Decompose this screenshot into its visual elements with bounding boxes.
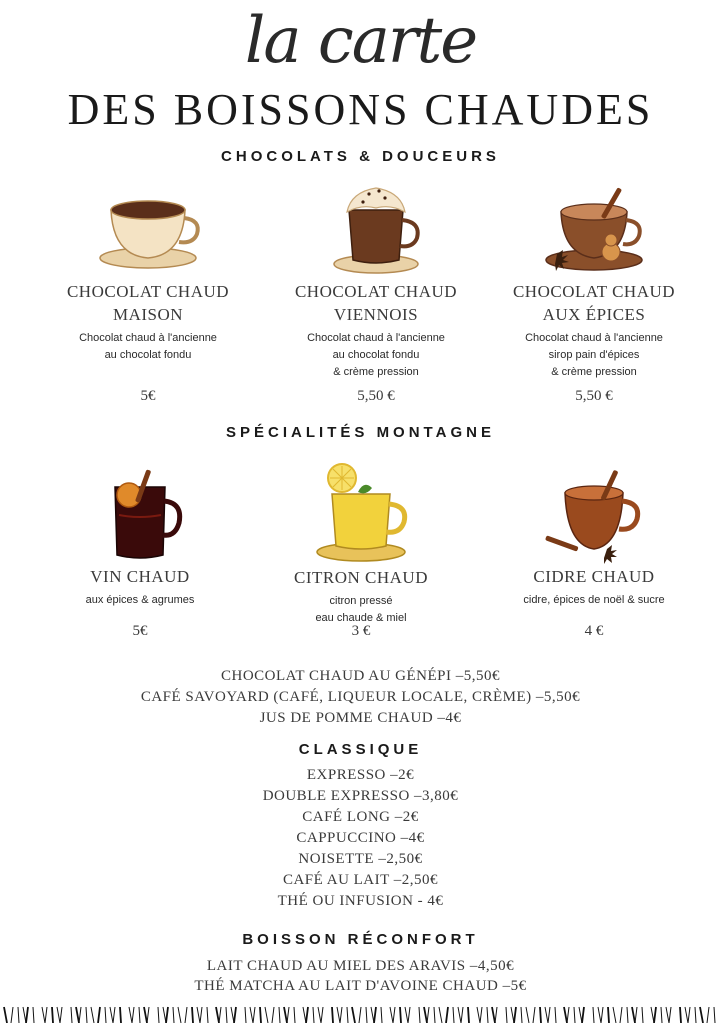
menu-line: CAFÉ SAVOYARD (CAFÉ, LIQUEUR LOCALE, CRÈME) –5,50€ xyxy=(140,689,581,705)
desc-line: eau chaude & miel xyxy=(315,612,407,624)
border-stroke xyxy=(393,1007,395,1023)
border-stroke xyxy=(250,1007,253,1023)
item-description xyxy=(479,592,709,609)
menu-item-chocolat-maison xyxy=(33,180,263,404)
border-stroke xyxy=(390,1007,393,1023)
item-price: 5€ xyxy=(132,623,148,639)
decorative-border xyxy=(0,1003,721,1023)
border-stroke xyxy=(574,1007,575,1023)
item-price: 3 € xyxy=(351,623,371,639)
border-stroke xyxy=(477,1007,480,1023)
border-stroke xyxy=(642,1007,643,1023)
border-stroke xyxy=(601,1007,603,1023)
border-stroke xyxy=(582,1007,584,1023)
border-stroke xyxy=(245,1007,246,1023)
menu-line: LAIT CHAUD AU MIEL DES ARAVIS –4,50€ xyxy=(206,958,515,974)
border-stroke xyxy=(654,1007,656,1023)
border-stroke xyxy=(57,1007,60,1023)
border-stroke xyxy=(45,1007,47,1023)
item-price: 5€ xyxy=(140,388,156,404)
section-title-montagne: SPÉCIALITÉS MONTAGNE xyxy=(226,424,495,441)
border-stroke xyxy=(147,1007,149,1023)
border-stroke xyxy=(318,1007,321,1023)
desc-line: sirop pain d'épices xyxy=(548,349,640,361)
item-price: 4 € xyxy=(584,623,604,639)
border-stroke xyxy=(685,1007,688,1023)
border-stroke xyxy=(132,1007,134,1023)
border-stroke xyxy=(620,1007,622,1023)
border-stroke xyxy=(110,1007,113,1023)
border-stroke xyxy=(555,1007,556,1023)
border-stroke xyxy=(453,1007,454,1023)
border-stroke xyxy=(495,1007,497,1023)
border-stroke xyxy=(439,1007,442,1023)
border-stroke xyxy=(635,1007,637,1023)
mulled-wine-glass-icon xyxy=(85,465,195,565)
border-stroke xyxy=(76,1007,79,1023)
desc-line: au chocolat fondu xyxy=(332,349,420,361)
item-price: 5,50 € xyxy=(575,388,613,404)
border-stroke xyxy=(506,1007,507,1023)
border-stroke xyxy=(669,1007,671,1023)
item-name: MAISON xyxy=(112,305,184,324)
border-stroke xyxy=(458,1007,461,1023)
border-stroke xyxy=(695,1007,696,1023)
border-stroke xyxy=(26,1007,28,1023)
border-stroke xyxy=(332,1007,333,1023)
item-name: VIENNOIS xyxy=(333,305,419,324)
border-stroke xyxy=(408,1007,410,1023)
desc-line: & crème pression xyxy=(551,366,637,378)
item-description xyxy=(33,330,263,364)
desc-line: Chocolat chaud à l'ancienne xyxy=(525,332,663,344)
border-stroke xyxy=(306,1007,308,1023)
border-stroke xyxy=(400,1007,401,1023)
menu-item-chocolat-epices xyxy=(479,180,709,404)
border-stroke xyxy=(4,1007,7,1023)
section-title-chocolats: CHOCOLATS & DOUCEURS xyxy=(221,148,500,165)
border-stroke xyxy=(158,1007,159,1023)
border-stroke xyxy=(337,1007,340,1023)
border-stroke xyxy=(216,1007,219,1023)
desc-line: Chocolat chaud à l'ancienne xyxy=(307,332,445,344)
border-stroke xyxy=(105,1007,106,1023)
border-stroke xyxy=(598,1007,601,1023)
border-stroke xyxy=(200,1007,202,1023)
border-stroke xyxy=(173,1007,174,1023)
border-stroke xyxy=(260,1007,261,1023)
border-stroke xyxy=(593,1007,594,1023)
border-stroke xyxy=(632,1007,635,1023)
item-name: CIDRE CHAUD xyxy=(533,567,655,586)
border-stroke xyxy=(294,1007,295,1023)
section-title-classique: CLASSIQUE xyxy=(298,741,423,758)
border-stroke xyxy=(533,1007,535,1023)
border-stroke xyxy=(352,1007,355,1023)
cup-spiced-icon xyxy=(539,180,649,280)
border-stroke xyxy=(680,1007,681,1023)
menu-item-cidre-chaud xyxy=(479,465,709,639)
border-stroke xyxy=(567,1007,569,1023)
border-stroke xyxy=(446,1007,448,1023)
border-stroke xyxy=(226,1007,227,1023)
menu-item-chocolat-viennois xyxy=(261,180,491,404)
border-stroke xyxy=(434,1007,435,1023)
menu-line: THÉ MATCHA AU LAIT D'AVOINE CHAUD –5€ xyxy=(194,978,527,994)
desc-line: au chocolat fondu xyxy=(104,349,192,361)
border-stroke xyxy=(284,1007,287,1023)
item-name: CHOCOLAT CHAUD xyxy=(294,282,458,301)
item-description xyxy=(246,593,476,627)
item-price: 5,50 € xyxy=(357,388,395,404)
border-stroke xyxy=(33,1007,34,1023)
menu-item-citron-chaud xyxy=(246,458,476,639)
border-stroke xyxy=(468,1007,469,1023)
border-stroke xyxy=(279,1007,280,1023)
item-description xyxy=(479,330,709,381)
border-stroke xyxy=(313,1007,314,1023)
menu-line: THÉ OU INFUSION - 4€ xyxy=(277,893,444,909)
border-stroke xyxy=(480,1007,482,1023)
border-stroke xyxy=(714,1007,715,1023)
border-stroke xyxy=(521,1007,522,1023)
border-stroke xyxy=(405,1007,408,1023)
border-stroke xyxy=(197,1007,200,1023)
item-description xyxy=(261,330,491,381)
lemon-drink-icon xyxy=(306,458,416,566)
border-stroke xyxy=(359,1007,361,1023)
border-stroke xyxy=(613,1007,616,1023)
border-stroke xyxy=(366,1007,367,1023)
border-stroke xyxy=(700,1007,703,1023)
border-stroke xyxy=(526,1007,529,1023)
page-title: DES BOISSONS CHAUDES xyxy=(67,85,654,134)
section-title-reconfort: BOISSON RÉCONFORT xyxy=(242,931,479,948)
border-stroke xyxy=(419,1007,420,1023)
script-title: la carte xyxy=(244,4,477,78)
border-stroke xyxy=(347,1007,348,1023)
border-stroke xyxy=(219,1007,221,1023)
item-name: VIN CHAUD xyxy=(90,567,190,586)
border-stroke xyxy=(564,1007,567,1023)
border-stroke xyxy=(98,1007,100,1023)
border-stroke xyxy=(139,1007,140,1023)
border-stroke xyxy=(492,1007,495,1023)
border-stroke xyxy=(11,1007,13,1023)
border-stroke xyxy=(18,1007,19,1023)
desc-line: aux épices & agrumes xyxy=(85,594,195,606)
border-stroke xyxy=(608,1007,609,1023)
border-stroke xyxy=(144,1007,147,1023)
item-name: AUX ÉPICES xyxy=(542,305,646,324)
border-stroke xyxy=(374,1007,376,1023)
border-stroke xyxy=(461,1007,463,1023)
border-stroke xyxy=(545,1007,548,1023)
border-stroke xyxy=(113,1007,115,1023)
border-stroke xyxy=(178,1007,181,1023)
border-stroke xyxy=(79,1007,81,1023)
border-stroke xyxy=(321,1007,323,1023)
menu-item-vin-chaud xyxy=(25,465,255,639)
border-stroke xyxy=(207,1007,208,1023)
desc-line: citron pressé xyxy=(329,595,393,607)
border-stroke xyxy=(661,1007,662,1023)
border-stroke xyxy=(540,1007,541,1023)
border-stroke xyxy=(166,1007,168,1023)
cup-whipped-cream-icon xyxy=(321,180,431,280)
border-stroke xyxy=(287,1007,289,1023)
border-stroke xyxy=(340,1007,342,1023)
border-stroke xyxy=(42,1007,45,1023)
border-stroke xyxy=(424,1007,427,1023)
menu-line: EXPRESSO –2€ xyxy=(306,767,415,783)
border-stroke xyxy=(120,1007,121,1023)
border-stroke xyxy=(185,1007,187,1023)
desc-line: Chocolat chaud à l'ancienne xyxy=(79,332,217,344)
border-stroke xyxy=(381,1007,382,1023)
border-stroke xyxy=(272,1007,274,1023)
border-stroke xyxy=(86,1007,87,1023)
border-stroke xyxy=(71,1007,72,1023)
cup-chocolate-icon xyxy=(93,180,203,280)
item-name: CITRON CHAUD xyxy=(294,568,428,587)
item-name: CHOCOLAT CHAUD xyxy=(66,282,230,301)
border-stroke xyxy=(666,1007,669,1023)
border-stroke xyxy=(234,1007,236,1023)
item-name: CHOCOLAT CHAUD xyxy=(512,282,676,301)
menu-line: CAPPUCCINO –4€ xyxy=(296,830,425,846)
border-stroke xyxy=(707,1007,709,1023)
item-description xyxy=(25,592,255,609)
border-stroke xyxy=(548,1007,550,1023)
border-stroke xyxy=(129,1007,132,1023)
menu-line: CAFÉ LONG –2€ xyxy=(302,809,419,825)
menu-line: CAFÉ AU LAIT –2,50€ xyxy=(282,872,439,888)
border-stroke xyxy=(487,1007,488,1023)
menu-line: NOISETTE –2,50€ xyxy=(298,851,423,867)
border-stroke xyxy=(60,1007,62,1023)
desc-line: & crème pression xyxy=(333,366,419,378)
border-stroke xyxy=(688,1007,690,1023)
border-stroke xyxy=(427,1007,429,1023)
border-stroke xyxy=(253,1007,255,1023)
border-stroke xyxy=(52,1007,53,1023)
menu-line: CHOCOLAT CHAUD AU GÉNÉPI –5,50€ xyxy=(221,668,500,684)
border-stroke xyxy=(192,1007,193,1023)
desc-line: cidre, épices de noël & sucre xyxy=(523,594,665,606)
border-stroke xyxy=(91,1007,94,1023)
cider-mug-icon xyxy=(539,465,649,565)
border-stroke xyxy=(514,1007,516,1023)
border-stroke xyxy=(627,1007,628,1023)
menu-line: DOUBLE EXPRESSO –3,80€ xyxy=(262,788,459,804)
border-stroke xyxy=(265,1007,268,1023)
menu-line: JUS DE POMME CHAUD –4€ xyxy=(259,710,462,726)
